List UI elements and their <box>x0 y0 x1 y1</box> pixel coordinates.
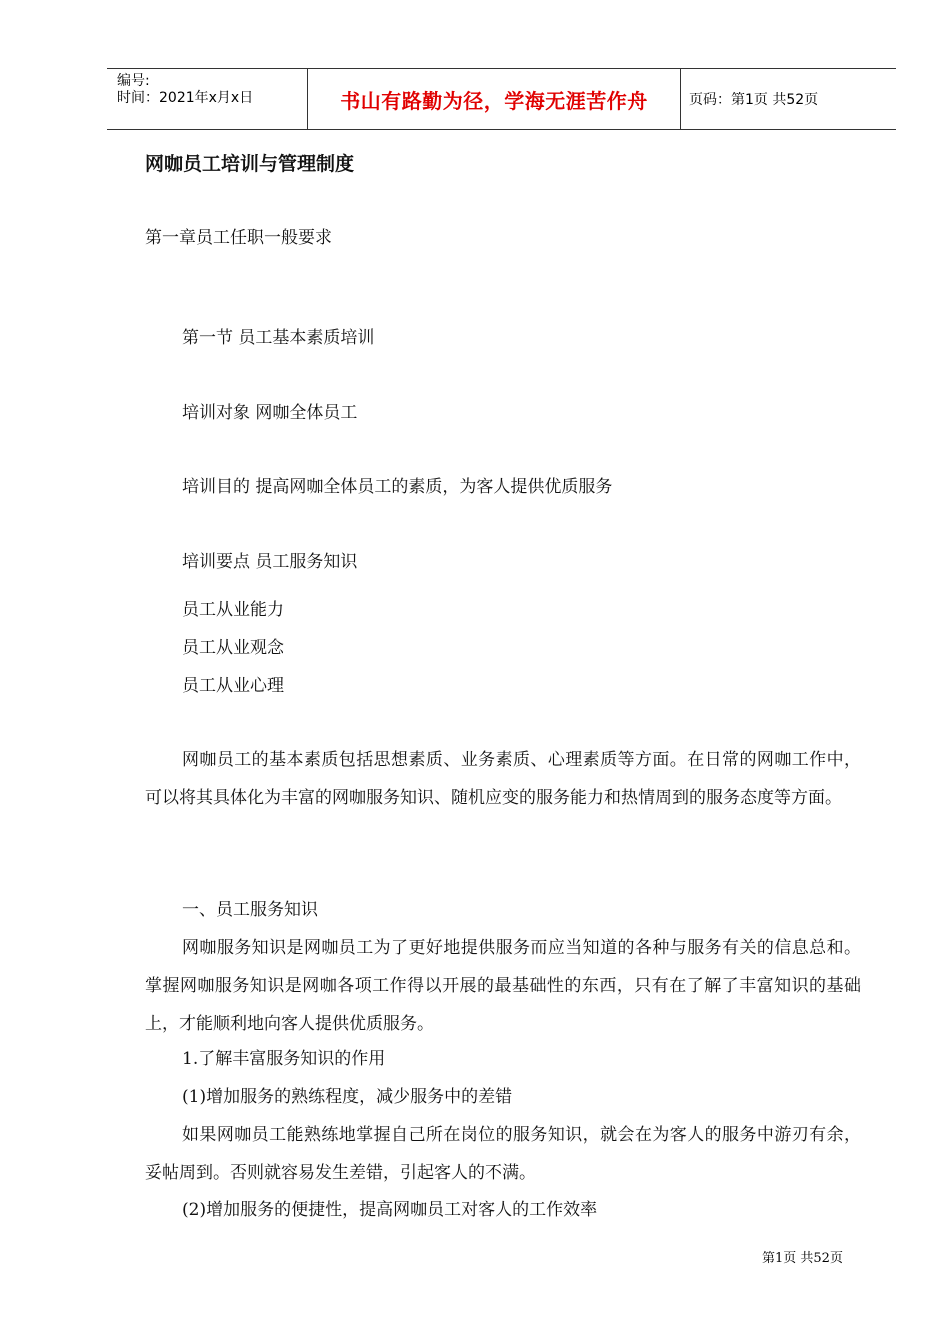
document-title: 网咖员工培训与管理制度 <box>145 153 355 175</box>
training-point: 员工从业心理 <box>182 676 284 696</box>
training-point: 员工从业能力 <box>182 600 284 620</box>
number-label: 编号: <box>117 73 150 89</box>
intro-paragraph: 网咖员工的基本素质包括思想素质、业务素质、心理素质等方面。在日常的网咖工作中，可以将其具体化为丰富的网咖服务知识、随机应变的服务能力和热情周到的服务态度等方面。 <box>145 750 861 808</box>
chapter-heading: 第一章员工任职一般要求 <box>145 228 332 248</box>
training-purpose: 培训目的 提高网咖全体员工的素质，为客人提供优质服务 <box>182 477 613 497</box>
training-point: 员工从业观念 <box>182 638 284 658</box>
header-motto: 书山有路勤为径，学海无涯苦作舟 <box>308 69 681 129</box>
list-item-1: 1.了解丰富服务知识的作用 <box>182 1049 386 1069</box>
page-footer: 第1页 共52页 <box>762 1251 843 1266</box>
list-item-1-2: (2)增加服务的便捷性，提高网咖员工对客人的工作效率 <box>182 1200 598 1220</box>
list-item-1-1-text: 如果网咖员工能熟练地掌握自己所在岗位的服务知识，就会在为客人的服务中游刃有余，妥帖周到。否则就容易发生差错，引起客人的不满。 <box>145 1125 861 1183</box>
page-header <box>107 68 896 130</box>
time-label: 时间：2021年x月x日 <box>117 90 254 106</box>
list-item-1-1: (1)增加服务的熟练程度，减少服务中的差错 <box>182 1087 513 1107</box>
header-meta-cell <box>107 69 308 129</box>
knowledge-paragraph: 网咖服务知识是网咖员工为了更好地提供服务而应当知道的各种与服务有关的信息总和。掌握网咖服务知识是网咖各项工作得以开展的最基础性的东西，只有在了解了丰富知识的基础上，才能顺利地向客人提供优质服务。 <box>145 938 861 1034</box>
section-heading: 第一节 员工基本素质培训 <box>182 328 375 348</box>
training-points-heading: 培训要点 员工服务知识 <box>182 552 358 572</box>
header-page-label: 页码：第1页 共52页 <box>689 92 819 108</box>
training-target: 培训对象 网咖全体员工 <box>182 403 358 423</box>
sub-heading-service-knowledge: 一、员工服务知识 <box>182 900 318 920</box>
